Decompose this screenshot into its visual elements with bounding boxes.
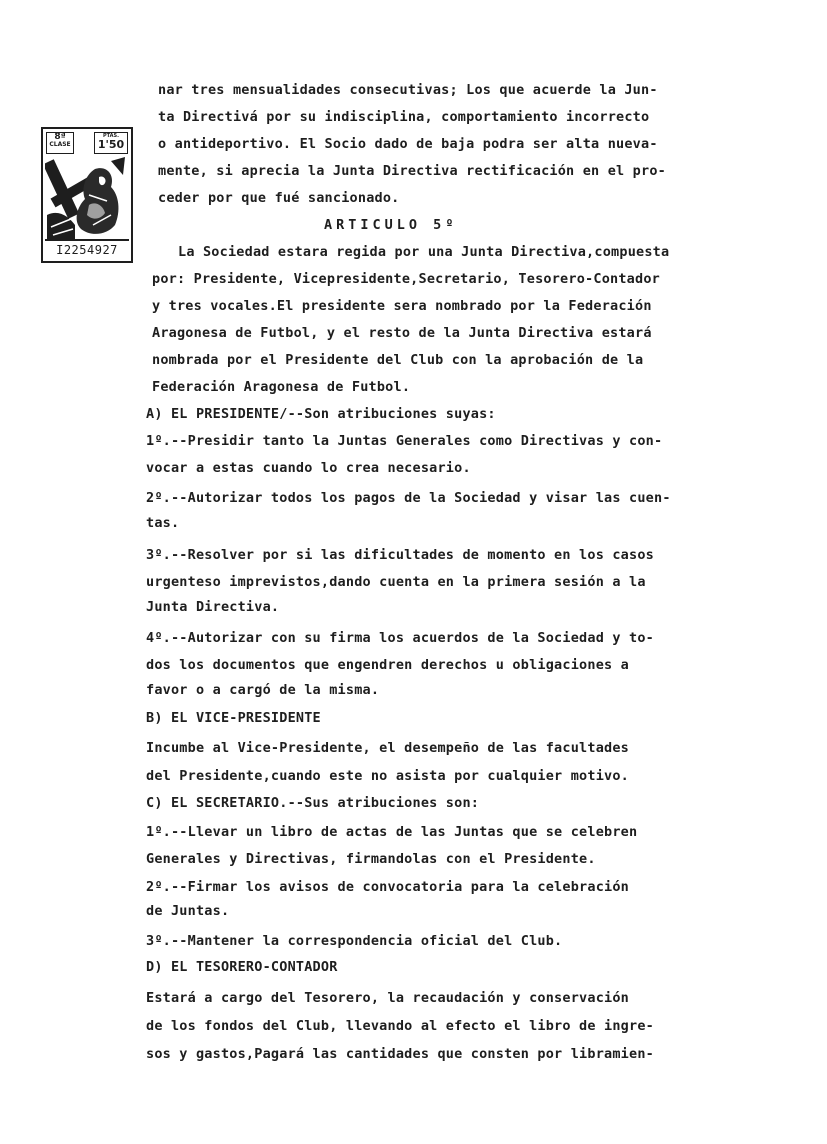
stamp-serial-number: I2254927 xyxy=(45,239,129,259)
stamp-price: 1'50 xyxy=(97,138,125,151)
text-line: 3º.--Mantener la correspondencia oficial del Club. xyxy=(146,933,563,949)
article-heading: ARTICULO 5º xyxy=(324,217,458,233)
text-line: ceder por que fué sancionado. xyxy=(158,190,400,206)
text-line: 2º.--Firmar los avisos de convocatoria para la celebración xyxy=(146,879,630,895)
text-line: vocar a estas cuando lo crea necesario. xyxy=(146,460,471,476)
stamp-class-number: 8ª xyxy=(54,132,66,142)
section-heading: A) EL PRESIDENTE/--Son atribuciones suyas: xyxy=(146,406,496,422)
text-line: 1º.--Presidir tanto la Juntas Generales como Directivas y con- xyxy=(146,433,663,449)
stamp-class-label: CLASE xyxy=(49,141,71,148)
text-line: nar tres mensualidades consecutivas; Los que acuerde la Jun- xyxy=(158,82,658,98)
text-line: dos los documentos que engendren derechos u obligaciones a xyxy=(146,657,630,673)
text-line: La Sociedad estara regida por una Junta Directiva,compuesta xyxy=(178,244,670,260)
text-line: Federación Aragonesa de Futbol. xyxy=(152,379,411,395)
section-heading: D) EL TESORERO-CONTADOR xyxy=(146,959,338,975)
text-line: por: Presidente, Vicepresidente,Secretario, Tesorero-Contador xyxy=(152,271,660,287)
section-heading: C) EL SECRETARIO.--Sus atribuciones son: xyxy=(146,795,480,811)
text-line: 1º.--Llevar un libro de actas de las Juntas que se celebren xyxy=(146,824,638,840)
text-line: 2º.--Autorizar todos los pagos de la Sociedad y visar las cuen- xyxy=(146,490,671,506)
text-line: de los fondos del Club, llevando al efecto el libro de ingre- xyxy=(146,1018,654,1034)
text-line: o antideportivo. El Socio dado de baja podra ser alta nueva- xyxy=(158,136,658,152)
text-line: Estará a cargo del Tesorero, la recaudación y conservación xyxy=(146,990,630,1006)
text-line: urgenteso imprevistos,dando cuenta en la primera sesión a la xyxy=(146,574,646,590)
text-line: Aragonesa de Futbol, y el resto de la Junta Directiva estará xyxy=(152,325,652,341)
text-line: Junta Directiva. xyxy=(146,599,280,615)
text-line: 4º.--Autorizar con su firma los acuerdos de la Sociedad y to- xyxy=(146,630,654,646)
text-line: favor o a cargó de la misma. xyxy=(146,682,380,698)
section-heading: B) EL VICE-PRESIDENTE xyxy=(146,710,321,726)
text-line: sos y gastos,Pagará las cantidades que consten por libramien- xyxy=(146,1046,654,1062)
text-line: mente, si aprecia la Junta Directiva rectificación en el pro- xyxy=(158,163,666,179)
text-line: tas. xyxy=(146,515,180,531)
text-line: 3º.--Resolver por si las dificultades de momento en los casos xyxy=(146,547,654,563)
text-line: de Juntas. xyxy=(146,903,230,919)
stamp-currency-label: PTAS. xyxy=(102,133,120,139)
text-line: nombrada por el Presidente del Club con la aprobación de la xyxy=(152,352,644,368)
text-line: del Presidente,cuando este no asista por cualquier motivo. xyxy=(146,768,630,784)
text-line: Incumbe al Vice-Presidente, el desempeño de las facultades xyxy=(146,740,630,756)
text-line: ta Directivá por su indisciplina, comportamiento incorrecto xyxy=(158,109,650,125)
text-line: Generales y Directivas, firmandolas con el Presidente. xyxy=(146,851,596,867)
text-line: y tres vocales.El presidente sera nombrado por la Federación xyxy=(152,298,652,314)
